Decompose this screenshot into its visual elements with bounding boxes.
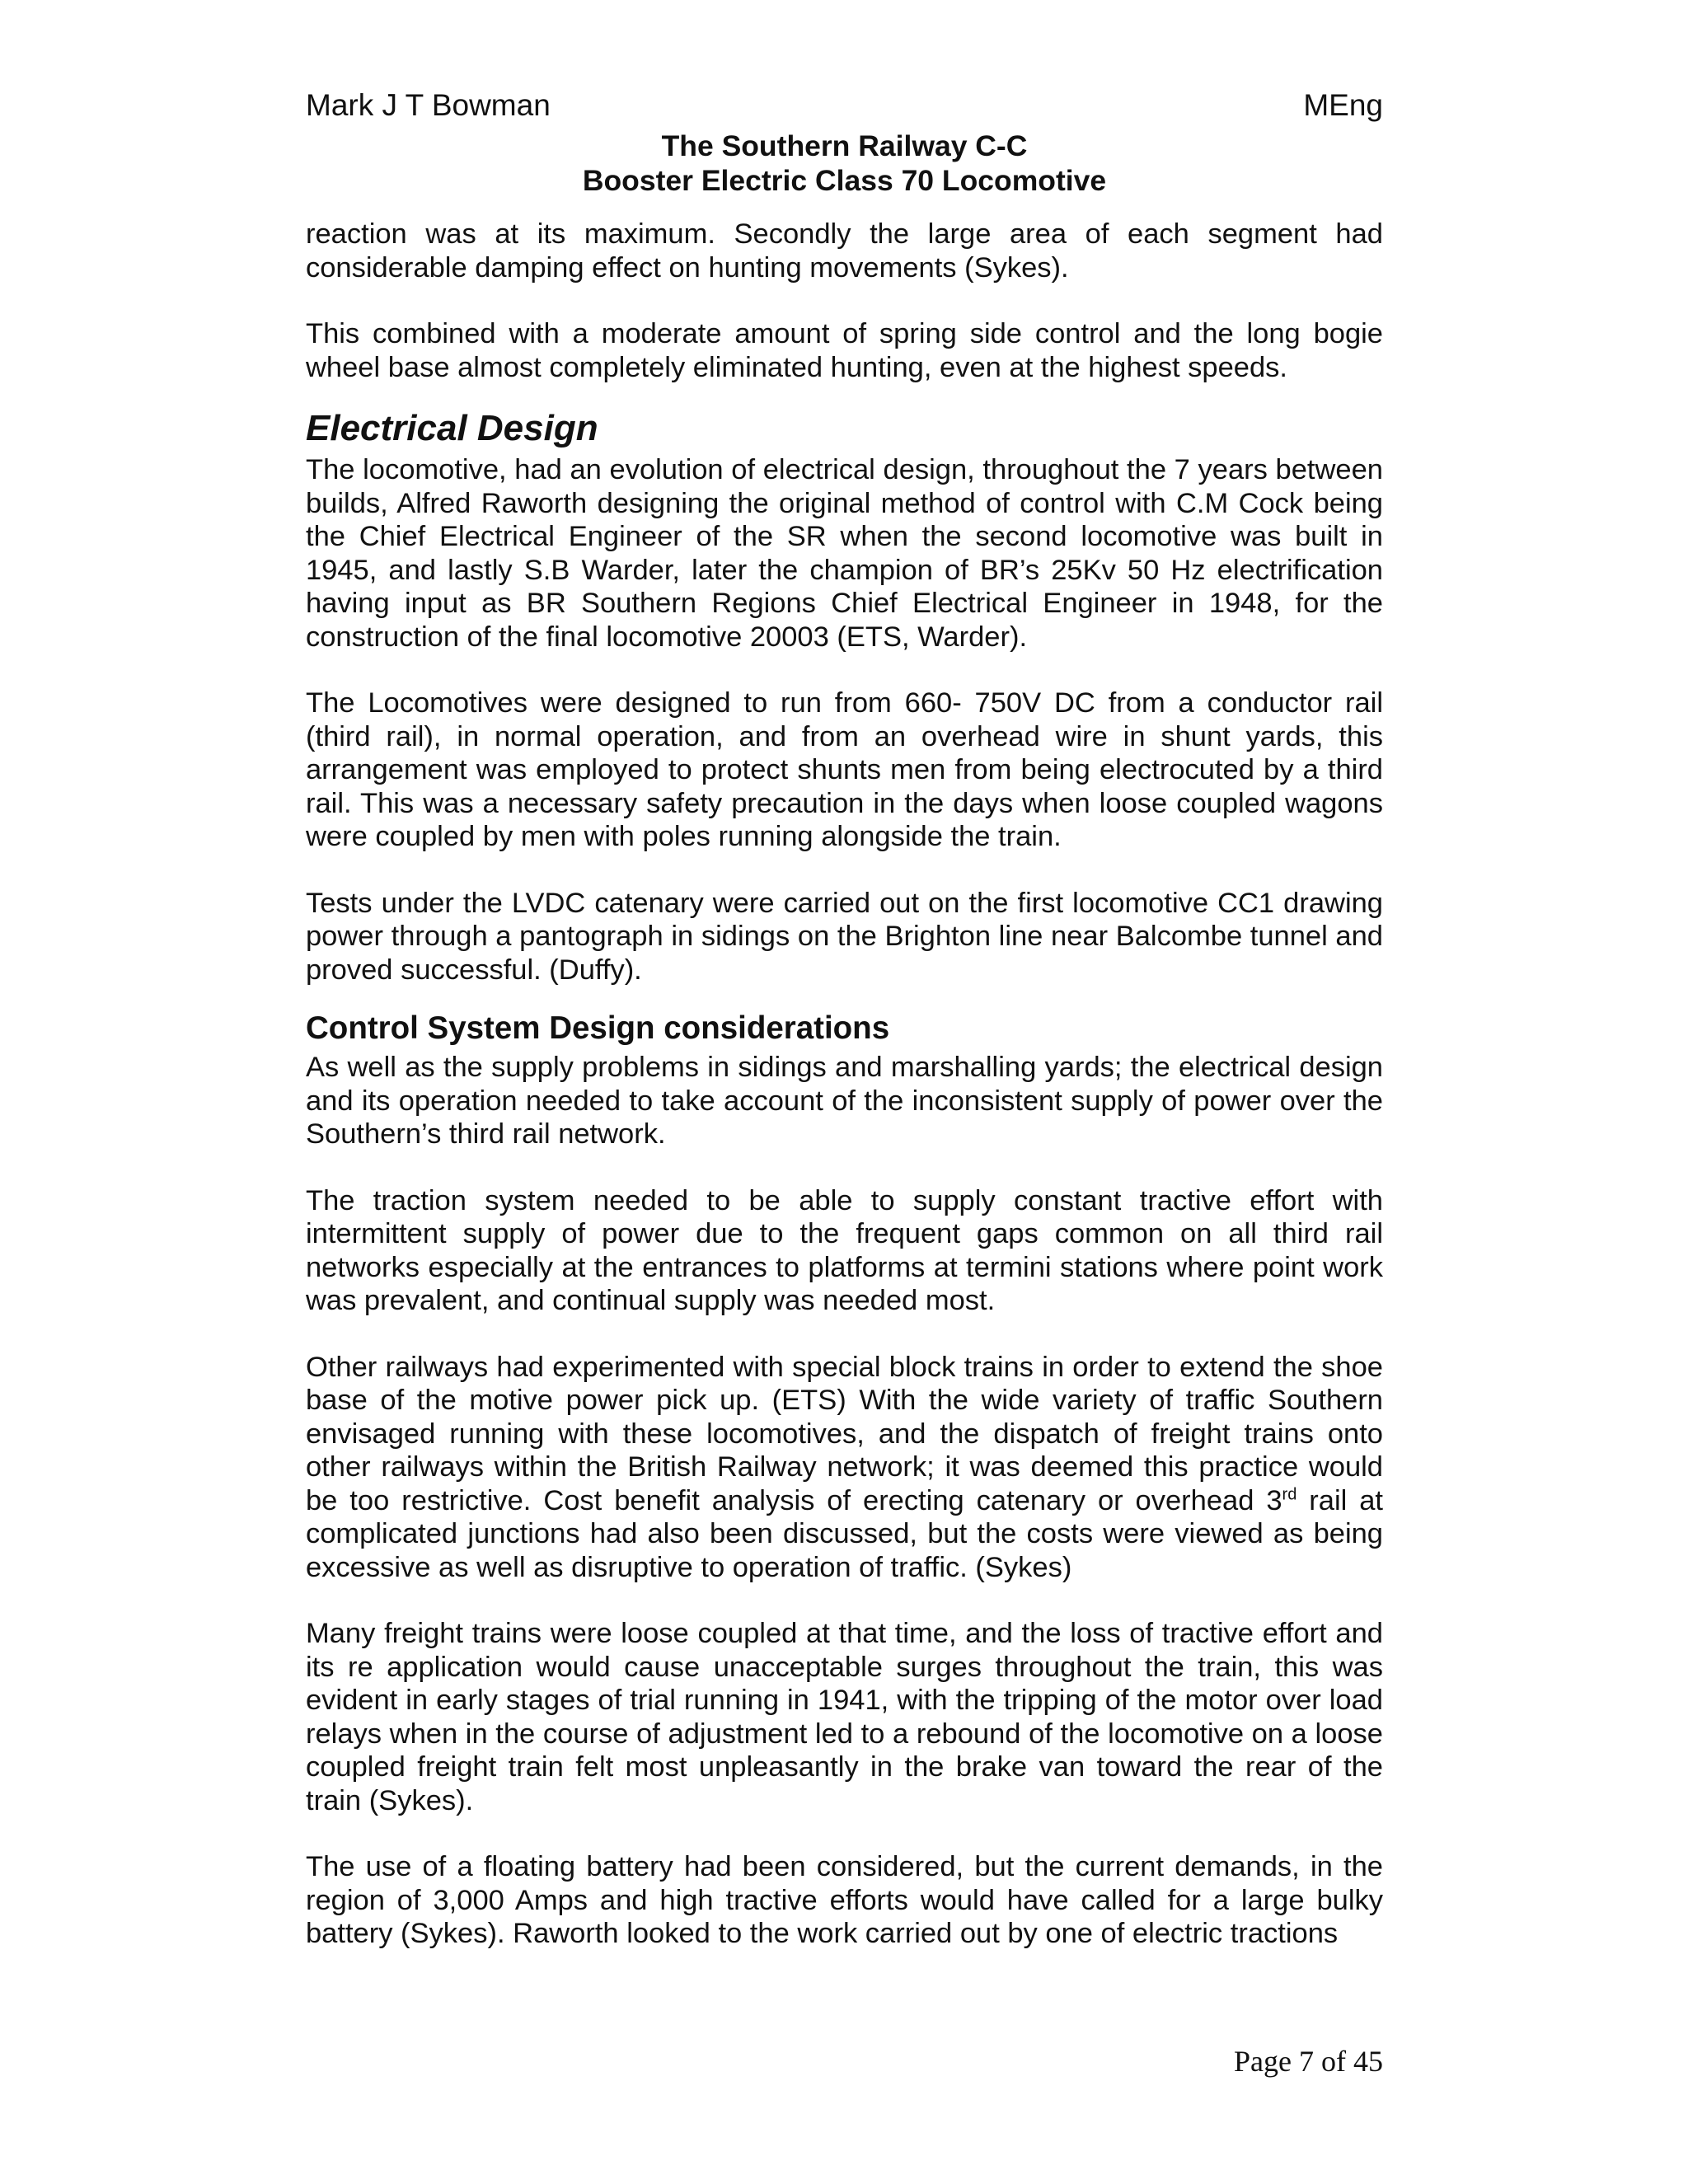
- paragraph-8-text-b: rail at complicated junctions had also been discussed, but the costs were viewed as being excessive as well as disruptive to operation of traffic. (Sykes): [306, 1484, 1383, 1583]
- header-author: Mark J T Bowman: [306, 88, 551, 122]
- running-header: [306, 89, 1383, 129]
- page-number: Page 7 of 45: [1234, 2045, 1383, 2078]
- paragraph-1: reaction was at its maximum. Secondly the large area of each segment had considerable damping effect on hunting movements (Sykes).: [306, 218, 1383, 284]
- ordinal-superscript: rd: [1282, 1485, 1297, 1503]
- page-content: [306, 89, 1383, 1984]
- paragraph-2: This combined with a moderate amount of spring side control and the long bogie wheel base almost completely eliminated hunting, even at the highest speeds.: [306, 318, 1383, 383]
- paragraph-6: As well as the supply problems in sidings and marshalling yards; the electrical design and its operation needed to take account of the inconsistent supply of power over the Southern’s third rail network.: [306, 1052, 1383, 1150]
- paragraph-4: The Locomotives were designed to run from 660- 750V DC from a conductor rail (third rail), in normal operation, and from an overhead wire in shunt yards, this arrangement was employed to protect shunts men from being electrocuted by a third rail. This was a necessary safety precaution in the days when loose coupled wagons were coupled by men with poles running alongside the train.: [306, 687, 1383, 852]
- document-title-line-1: The Southern Railway C-C: [661, 129, 1028, 162]
- document-title-line-2: Booster Electric Class 70 Locomotive: [582, 164, 1107, 197]
- header-degree: MEng: [1303, 88, 1383, 122]
- paragraph-8-text-a: Other railways had experimented with special block trains in order to extend the shoe base of the motive power pick up. (ETS) With the wide variety of traffic Southern envisaged running with these locomotives, and the dispatch of freight trains onto other railways within the British Railway network; it was deemed this practice would be too restrictive. Cost benefit analysis of erecting catenary or overhead 3: [306, 1351, 1383, 1516]
- paragraph-7: The traction system needed to be able to supply constant tractive effort with intermittent supply of power due to the frequent gaps common on all third rail networks especially at the entrances to platforms at termini stations where point work was prevalent, and continual supply was needed most.: [306, 1184, 1383, 1316]
- paragraph-5: Tests under the LVDC catenary were carried out on the first locomotive CC1 drawing power through a pantograph in sidings on the Brighton line near Balcombe tunnel and proved successful. (Duffy).: [306, 887, 1383, 986]
- paragraph-8: [306, 1351, 1383, 1585]
- section-heading-control-system: Control System Design considerations: [306, 1010, 890, 1046]
- paragraph-3: The locomotive, had an evolution of electrical design, throughout the 7 years between builds, Alfred Raworth designing the original method of control with C.M Cock being the Chief Electrical Engineer of the SR when the second locomotive was built in 1945, and lastly S.B Warder, later the champion of BR’s 25Kv 50 Hz electrification having input as BR Southern Regions Chief Electrical Engineer in 1948, for the construction of the final locomotive 20003 (ETS, Warder).: [306, 454, 1383, 653]
- section-heading-electrical-design: Electrical Design: [306, 408, 598, 448]
- paragraph-10: The use of a floating battery had been considered, but the current demands, in the region of 3,000 Amps and high tractive efforts would have called for a large bulky battery (Sykes). Raworth looked to the work carried out by one of electric tractions: [306, 1851, 1383, 1949]
- paragraph-9: Many freight trains were loose coupled at that time, and the loss of tractive effort and its re application would cause unacceptable surges throughout the train, this was evident in early stages of trial running in 1941, with the tripping of the motor over load relays when in the course of adjustment led to a rebound of the locomotive on a loose coupled freight train felt most unpleasantly in the brake van toward the rear of the train (Sykes).: [306, 1618, 1383, 1816]
